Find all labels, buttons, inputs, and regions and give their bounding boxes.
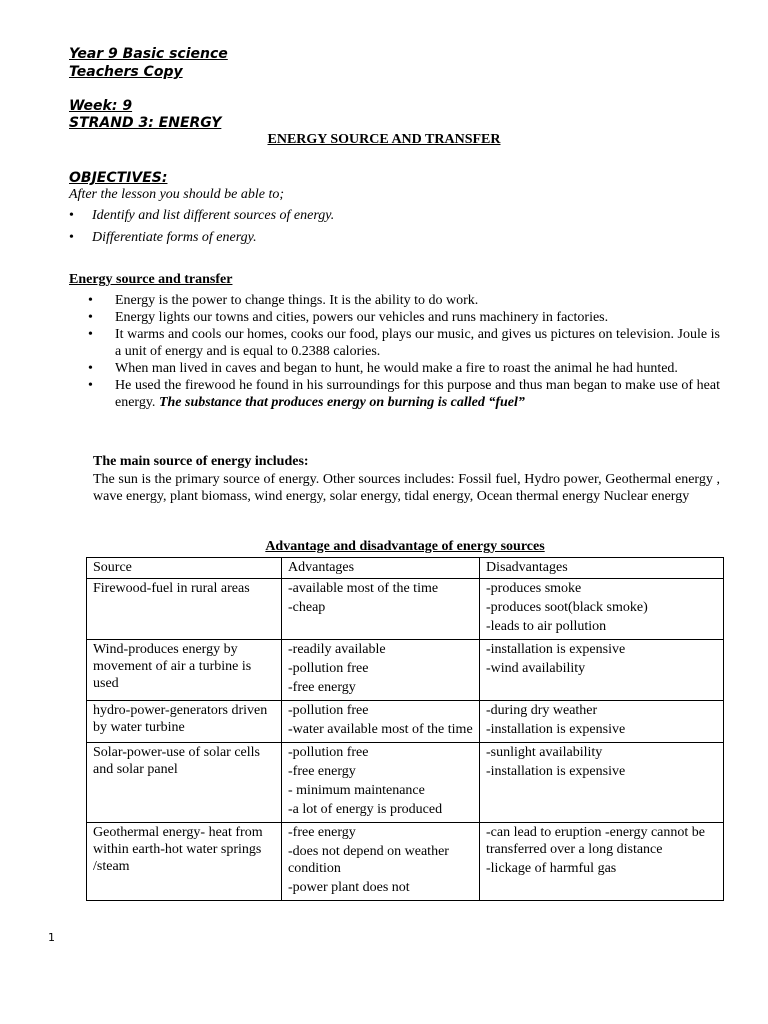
source-cell <box>87 823 282 901</box>
bullet-icon: • <box>69 208 74 223</box>
advantage-item: -pollution free <box>288 745 369 760</box>
disadvantage-item: -installation is expensive <box>486 642 626 657</box>
header-disadvantages: Disadvantages <box>480 558 724 579</box>
table-header-row <box>87 558 724 579</box>
bullet-icon: • <box>88 310 93 325</box>
list-item <box>88 360 720 377</box>
bullet-text: It warms and cools our homes, cooks our food, plays our music, and gives us pictures on television. Joule is a unit of energy and is equal to 0.2388 calories. <box>115 327 720 359</box>
advantages-cell <box>282 743 480 823</box>
list-item <box>88 309 720 326</box>
header-advantages: Advantages <box>282 558 480 579</box>
disadvantage-item: -lickage of harmful gas <box>486 861 617 876</box>
table-row <box>87 743 724 823</box>
table-caption: Advantage and disadvantage of energy sources <box>265 539 545 554</box>
disadvantages-cell <box>480 640 724 701</box>
source-text: Wind-produces energy by movement of air a turbine is used <box>93 642 252 691</box>
bullet-text: Energy is the power to change things. It is the ability to do work. <box>115 293 479 308</box>
advantages-cell <box>282 640 480 701</box>
disadvantage-item: -can lead to eruption -energy cannot be transferred over a long distance <box>486 825 705 857</box>
disadvantage-item: -installation is expensive <box>486 764 626 779</box>
source-cell <box>87 579 282 640</box>
disadvantage-item: -leads to air pollution <box>486 619 607 634</box>
disadvantage-item: -produces soot(black smoke) <box>486 600 648 615</box>
advantage-item: -free energy <box>288 825 356 840</box>
bullet-text: When man lived in caves and began to hunt, he would make a fire to roast the animal he had hunted. <box>115 361 678 376</box>
source-cell <box>87 640 282 701</box>
energy-bullet-list <box>88 292 720 411</box>
strand-label: STRAND 3: ENERGY <box>69 115 222 131</box>
source-text: Geothermal energy- heat from within earth-hot water springs /steam <box>93 825 263 874</box>
table-row <box>87 640 724 701</box>
objective-text: Differentiate forms of energy. <box>92 230 257 245</box>
disadvantages-cell <box>480 823 724 901</box>
source-text: hydro-power-generators driven by water turbine <box>93 703 268 735</box>
disadvantage-item: -installation is expensive <box>486 722 626 737</box>
disadvantage-item: -during dry weather <box>486 703 598 718</box>
disadvantages-cell <box>480 743 724 823</box>
objective-text: Identify and list different sources of energy. <box>92 208 335 223</box>
advantage-item: -does not depend on weather condition <box>288 844 449 876</box>
advantages-cell <box>282 823 480 901</box>
main-source-paragraph: The sun is the primary source of energy. Other sources includes: Fossil fuel, Hydro power, Geothermal energy , wave energy, plant biomass, wind energy, solar energy, tidal energy, Ocean thermal energy Nuclear energy <box>93 472 720 504</box>
bullet-icon: • <box>88 293 93 308</box>
advantage-item: -free energy <box>288 764 356 779</box>
bullet-icon: • <box>69 230 74 245</box>
list-item <box>88 377 720 411</box>
section-heading: Energy source and transfer <box>69 272 233 287</box>
advantage-item: -power plant does not <box>288 880 410 895</box>
list-item <box>88 326 720 360</box>
page-title: ENERGY SOURCE AND TRANSFER <box>267 132 501 147</box>
disadvantage-item: -wind availability <box>486 661 586 676</box>
advantage-item: -readily available <box>288 642 386 657</box>
disadvantages-cell <box>480 701 724 743</box>
bullet-icon: • <box>88 378 93 393</box>
objective-item <box>69 229 334 251</box>
source-text: Firewood-fuel in rural areas <box>93 581 250 596</box>
advantages-cell <box>282 579 480 640</box>
table-row <box>87 701 724 743</box>
advantage-item: -cheap <box>288 600 326 615</box>
week-label: Week: 9 <box>69 98 133 114</box>
disadvantage-item: -sunlight availability <box>486 745 603 760</box>
source-cell <box>87 701 282 743</box>
bullet-text: He used the firewood he found in his surroundings for this purpose and thus man began to make use of heat energy. <box>115 378 720 410</box>
copy-label: Teachers Copy <box>69 64 183 80</box>
fuel-definition: The substance that produces energy on burning is called “fuel” <box>158 395 525 410</box>
advantage-item: -pollution free <box>288 661 369 676</box>
table-row <box>87 823 724 901</box>
header-source: Source <box>87 558 282 579</box>
advantage-item: -a lot of energy is produced <box>288 802 443 817</box>
objective-item <box>69 207 334 229</box>
disadvantage-item: -produces smoke <box>486 581 582 596</box>
bullet-icon: • <box>88 327 93 342</box>
objectives-list <box>69 207 334 251</box>
objectives-intro: After the lesson you should be able to; <box>69 187 285 202</box>
course-title: Year 9 Basic science <box>69 46 228 62</box>
main-source-heading: The main source of energy includes: <box>93 454 309 469</box>
page-number: 1 <box>48 931 55 944</box>
advantages-cell <box>282 701 480 743</box>
advantage-item: -free energy <box>288 680 356 695</box>
source-text: Solar-power-use of solar cells and solar panel <box>93 745 260 777</box>
advantage-item: -pollution free <box>288 703 369 718</box>
objectives-heading: OBJECTIVES: <box>69 170 168 186</box>
advantage-item: - minimum maintenance <box>288 783 425 798</box>
table-row <box>87 579 724 640</box>
list-item <box>88 292 720 309</box>
energy-sources-table <box>86 557 724 901</box>
disadvantages-cell <box>480 579 724 640</box>
bullet-icon: • <box>88 361 93 376</box>
source-cell <box>87 743 282 823</box>
bullet-text: Energy lights our towns and cities, powers our vehicles and runs machinery in factories. <box>115 310 609 325</box>
advantage-item: -water available most of the time <box>288 722 473 737</box>
advantage-item: -available most of the time <box>288 581 439 596</box>
